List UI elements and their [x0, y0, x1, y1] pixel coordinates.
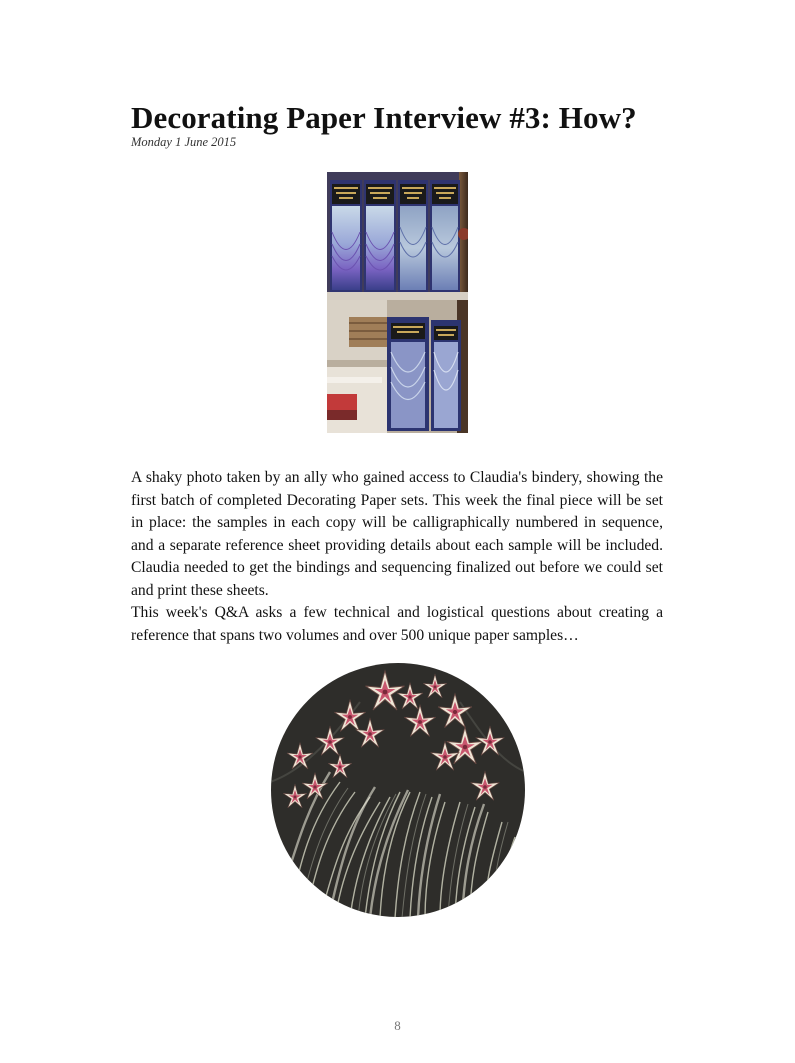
bindery-photo [327, 172, 468, 433]
marbled-paper-sample [270, 662, 526, 918]
post-date: Monday 1 June 2015 [131, 135, 237, 149]
page-number: 8 [394, 1018, 401, 1033]
body-paragraph: This week's Q&A asks a few technical and logistical questions about creating a reference that spans two volumes and over 500 unique paper samples… [131, 604, 663, 644]
photo-caption: A shaky photo taken by an ally who gained access to Claudia's bindery, showing the first batch of completed Decorating Paper sets. This week the final piece will be set in place: the samples in each copy will be calligraphically numbered in sequence, and a separate reference sheet providing details about each sample will be included. Claudia needed to get the bindings and sequencing finalized out before we could set and print these sheets. [131, 469, 663, 599]
post-title: Decorating Paper Interview #3: How? [131, 100, 637, 135]
